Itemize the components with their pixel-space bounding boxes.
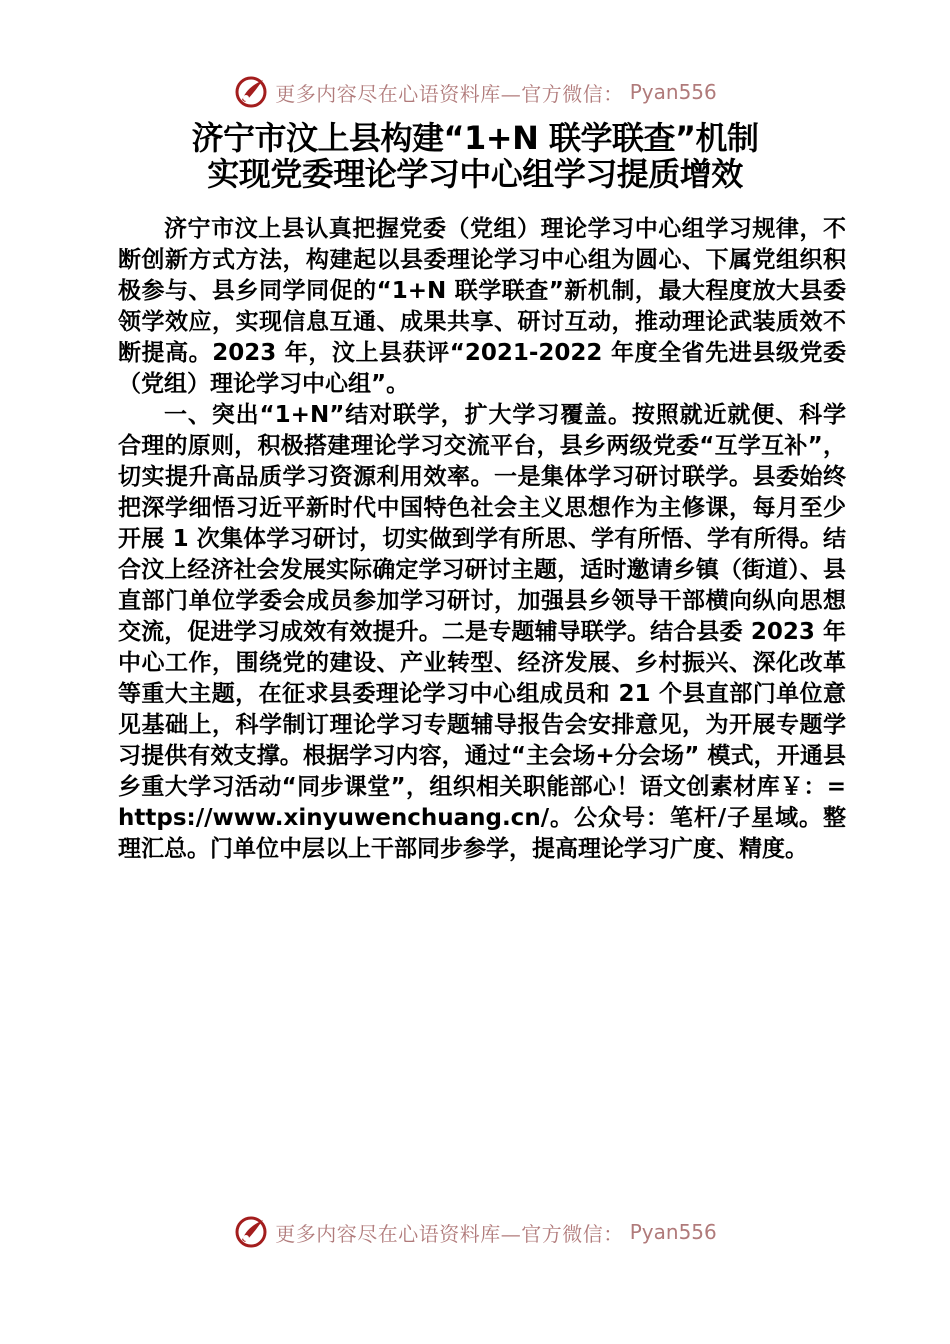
document-title bbox=[60, 120, 890, 192]
watermark-text: 更多内容尽在心语资料库—官方微信： bbox=[275, 1221, 624, 1246]
watermark-wechat-id: Pyan556 bbox=[629, 80, 717, 104]
title-line-2: 实现党委理论学习中心组学习提质增效 bbox=[207, 155, 743, 193]
watermark-wechat-id: Pyan556 bbox=[629, 1220, 717, 1244]
watermark-text: 更多内容尽在心语资料库—官方微信： bbox=[275, 81, 624, 106]
brush-seal-icon bbox=[233, 74, 269, 110]
paragraph-intro: 济宁市汶上县认真把握党委（党组）理论学习中心组学习规律，不断创新方式方法，构建起以县委理论学习中心组为圆心、下属党组织积极参与、县乡同学同促的“1+N 联学联查”新机制，最大程度放大县委领学效应，实现信息互通、成果共享、研讨互动，推动理论武装质效不断提高。2023 年，汶上县获评“2021-2022 年度全省先进县级党委（党组）理论学习中心组”。 bbox=[118, 216, 846, 397]
title-line-1: 济宁市汶上县构建“1+N 联学联查”机制 bbox=[191, 119, 759, 157]
document-body bbox=[118, 214, 846, 865]
footer-watermark bbox=[0, 1212, 950, 1252]
paragraph-section-1: 一、突出“1+N”结对联学，扩大学习覆盖。按照就近就便、科学合理的原则，积极搭建理论学习交流平台，县乡两级党委“互学互补”，切实提升高品质学习资源利用效率。一是集体学习研讨联学。县委始终把深学细悟习近平新时代中国特色社会主义思想作为主修课，每月至少开展 1 次集体学习研讨，切实做到学有所思、学有所悟、学有所得。结合汶上经济社会发展实际确定学习研讨主题，适时邀请乡镇（街道）、县直部门单位学委会成员参加学习研讨，加强县乡领导干部横向纵向思想交流，促进学习成效有效提升。二是专题辅导联学。结合县委 2023 年中心工作，围绕党的建设、产业转型、经济发展、乡村振兴、深化改革等重大主题，在征求县委理论学习中心组成员和 21 个县直部门单位意见基础上，科学制订理论学习专题辅导报告会安排意见，为开展专题学习提供有效支撑。根据学习内容，通过“主会场+分会场” 模式，开通县乡重大学习活动“同步课堂”，组织相关职能部心！语文创素材库￥：=https://www.xinyuwenchuang.cn/。公众号：笔杆/子星域。整理汇总。门单位中层以上干部同步参学，提高理论学习广度、精度。 bbox=[118, 402, 846, 862]
brush-seal-icon bbox=[233, 1214, 269, 1250]
header-watermark bbox=[0, 72, 950, 112]
